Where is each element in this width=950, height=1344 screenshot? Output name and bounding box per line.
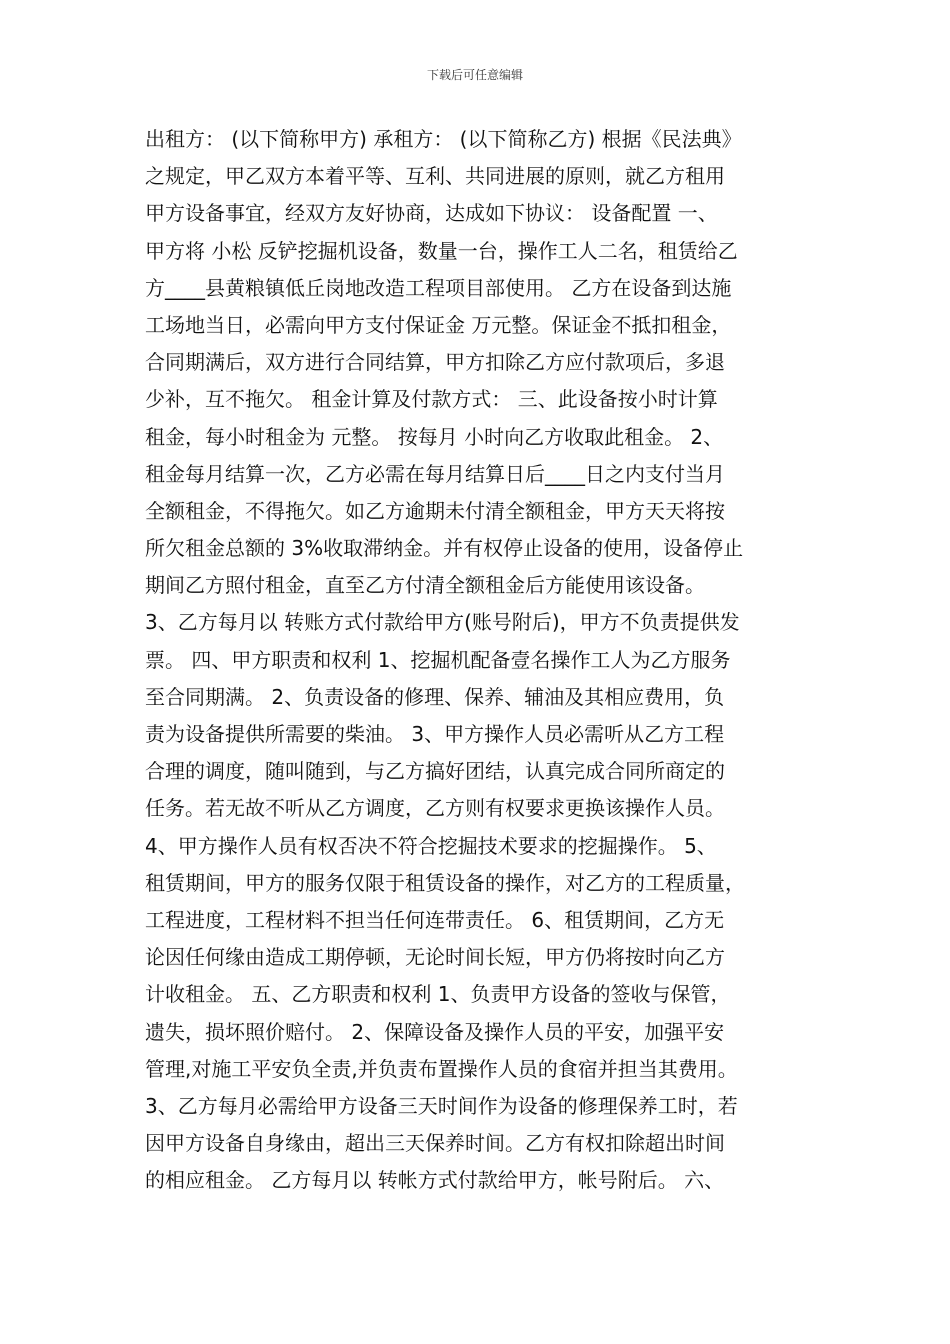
body-line: 3、乙方每月必需给甲方设备三天时间作为设备的修理保养工时，若	[145, 1093, 738, 1118]
body-line: 3、乙方每月以 转账方式付款给甲方(账号附后)，甲方不负责提供发	[145, 610, 740, 635]
contract-body	[145, 121, 811, 1199]
body-line: 甲方设备事宜，经双方友好协商，达成如下协议： 设备配置 一、	[145, 201, 718, 226]
body-line: 遗失，损坏照价赔付。 2、保障设备及操作人员的平安，加强平安	[145, 1019, 725, 1044]
body-line: 4、甲方操作人员有权否决不符合挖掘技术要求的挖掘操作。 5、	[145, 833, 717, 858]
body-line: 合理的调度，随叫随到，与乙方搞好团结，认真完成合同所商定的	[145, 759, 725, 784]
body-line: 任务。若无故不听从乙方调度，乙方则有权要求更换该操作人员。	[145, 796, 725, 821]
body-line: 工程进度，工程材料不担当任何连带责任。 6、租赁期间，乙方无	[145, 907, 725, 932]
body-line: 工场地当日，必需向甲方支付保证金 万元整。保证金不抵扣租金，	[145, 312, 732, 337]
body-line: 票。 四、甲方职责和权利 1、挖掘机配备壹名操作工人为乙方服务	[145, 647, 731, 672]
body-line: 租金每月结算一次，乙方必需在每月结算日后____日之内支付当月	[145, 461, 725, 486]
page-header-note: 下载后可任意编辑	[426, 68, 523, 82]
body-line: 所欠租金总额的 3%收取滞纳金。并有权停止设备的使用，设备停止	[145, 536, 744, 561]
body-line: 租赁期间，甲方的服务仅限于租赁设备的操作，对乙方的工程质量，	[145, 870, 745, 895]
body-line: 责为设备提供所需要的柴油。 3、甲方操作人员必需听从乙方工程	[145, 722, 725, 746]
body-line: 的相应租金。 乙方每月以 转帐方式付款给甲方，帐号附后。 六、	[145, 1168, 725, 1193]
body-line: 出租方： (以下简称甲方) 承租方： (以下简称乙方) 根据《民法典》	[145, 127, 742, 151]
body-line: 少补，互不拖欠。 租金计算及付款方式： 三、此设备按小时计算	[145, 387, 718, 412]
body-line: 管理,对施工平安负全责,并负责布置操作人员的食宿并担当其费用。	[145, 1056, 738, 1081]
body-line: 甲方将 小松 反铲挖掘机设备，数量一台，操作工人二名，租赁给乙	[145, 238, 738, 263]
body-line: 租金，每小时租金为 元整。 按每月 小时向乙方收取此租金。 2、	[145, 424, 724, 449]
body-line: 全额租金，不得拖欠。如乙方逾期未付清全额租金，甲方天天将按	[145, 498, 725, 523]
body-line: 计收租金。 五、乙方职责和权利 1、负责甲方设备的签收与保管，	[145, 982, 731, 1007]
body-line: 期间乙方照付租金，直至乙方付清全额租金后方能使用该设备。	[145, 573, 705, 598]
body-line: 合同期满后，双方进行合同结算，甲方扣除乙方应付款项后，多退	[145, 350, 725, 375]
body-line: 论因任何缘由造成工期停顿，无论时间长短，甲方仍将按时向乙方	[145, 945, 725, 970]
body-line: 因甲方设备自身缘由，超出三天保养时间。乙方有权扣除超出时间	[145, 1131, 725, 1156]
body-line: 之规定，甲乙双方本着平等、互利、共同进展的原则，就乙方租用	[145, 164, 725, 189]
body-line: 至合同期满。 2、负责设备的修理、保养、辅油及其相应费用，负	[145, 684, 725, 709]
body-line: 方____县黄粮镇低丘岗地改造工程项目部使用。 乙方在设备到达施	[145, 275, 732, 300]
